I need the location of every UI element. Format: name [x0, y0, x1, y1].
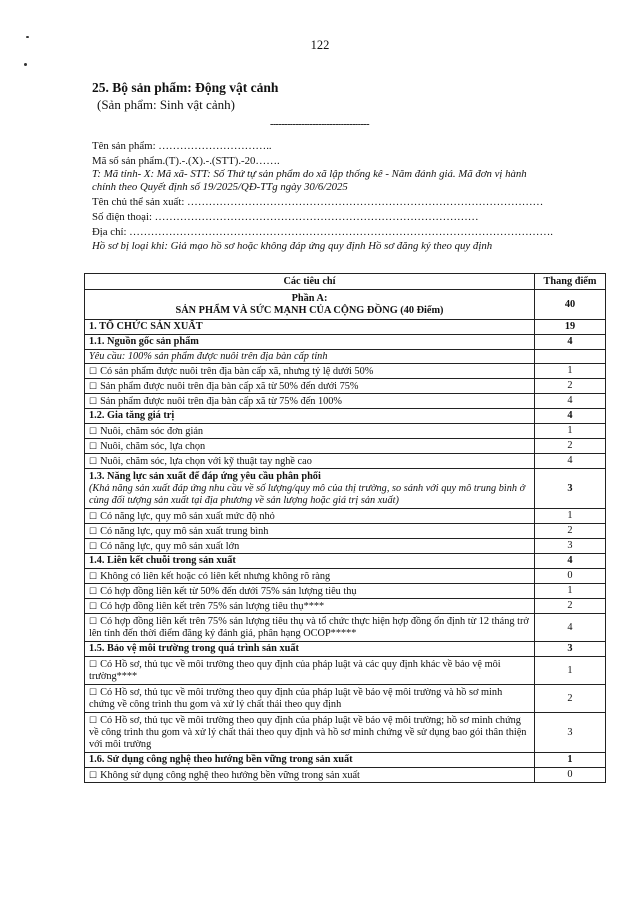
- table-row: [85, 685, 606, 713]
- part-a-title: [85, 290, 535, 320]
- criterion-score: [535, 350, 606, 364]
- option-text: Có năng lực, quy mô sản xuất lớn: [100, 540, 240, 552]
- criterion-heading: 1.2. Gia tăng giá trị: [85, 409, 535, 424]
- checkbox-icon[interactable]: ☐: [89, 585, 98, 596]
- criteria-table: [84, 273, 606, 783]
- code-explanation-line: T: Mã tỉnh- X: Mã xã- STT: Số Thứ tự sản phẩm do xã lập thống kê - Năm đánh giá. Mã đơn vị hành: [92, 168, 527, 180]
- option-text: Có hợp đồng liên kết từ 50% đến dưới 75% sản lượng tiêu thụ: [100, 585, 357, 597]
- option-text: Không có liên kết hoặc có liên kết nhưng không rõ ràng: [100, 570, 331, 582]
- requirement-text: Yêu cầu: 100% sản phẩm được nuôi trên địa bàn cấp tỉnh: [85, 350, 535, 364]
- option-score: 2: [535, 599, 606, 614]
- phone-line: Số điện thoại: ………………………………………………………………………………: [92, 211, 479, 223]
- option-score: 4: [535, 394, 606, 409]
- criterion-heading: 1.5. Bảo vệ môi trường trong quá trình sản xuất: [85, 642, 535, 657]
- option-score: 1: [535, 657, 606, 685]
- checkbox-icon[interactable]: ☐: [89, 510, 98, 521]
- option-text: Nuôi, chăm sóc, lựa chọn: [100, 440, 206, 452]
- checkbox-icon[interactable]: ☐: [89, 769, 98, 780]
- checkbox-icon[interactable]: ☐: [89, 540, 98, 551]
- criterion-score: 4: [535, 554, 606, 569]
- checkbox-icon[interactable]: ☐: [89, 715, 98, 725]
- product-set-title: 25. Bộ sản phẩm: Động vật cảnh: [92, 80, 279, 95]
- code-explanation-line-2: chính theo Quyết định số 19/2025/QĐ-TTg ngày 30/6/2025: [92, 181, 348, 193]
- checkbox-icon[interactable]: ☐: [89, 425, 98, 436]
- criterion-score: 19: [535, 320, 606, 335]
- option-text: Có hợp đồng liên kết trên 75% sản lượng tiêu thụ và tổ chức thực hiện hợp đồng ổn định từ 12 tháng trở lên tính đến thời điểm đăng ký đánh giá, phân hạng OCOP*****: [89, 616, 529, 639]
- checkbox-icon[interactable]: ☐: [89, 380, 98, 391]
- table-row: [85, 424, 606, 439]
- table-row: [85, 554, 606, 569]
- criterion-score: 4: [535, 335, 606, 350]
- option-score: 1: [535, 584, 606, 599]
- table-row: [85, 394, 606, 409]
- product-set-subtitle: (Sản phẩm: Sinh vật cảnh): [97, 97, 235, 112]
- checkbox-icon[interactable]: ☐: [89, 395, 98, 406]
- option-score: 3: [535, 713, 606, 753]
- table-row: [85, 409, 606, 424]
- table-row: [85, 524, 606, 539]
- option-score: 4: [535, 454, 606, 469]
- table-row: [85, 454, 606, 469]
- criterion-score: 3: [535, 469, 606, 509]
- disqualification-note: Hồ sơ bị loại khi: Giả mạo hồ sơ hoặc không đáp ứng quy định Hồ sơ đăng ký theo quy định: [92, 240, 493, 252]
- option-score: 0: [535, 768, 606, 783]
- product-code-line: Mã số sản phẩm.(T).-.(X).-.(STT).-20…….: [92, 155, 280, 167]
- table-row: [85, 614, 606, 642]
- checkbox-icon[interactable]: ☐: [89, 687, 98, 697]
- table-row: [85, 439, 606, 454]
- option-text: Có Hồ sơ, thủ tục về môi trường theo quy định của pháp luật về bảo vệ môi trường và hồ sơ minh chứng về công trình thu gom và xử lý chất thải theo quy định: [89, 687, 503, 710]
- table-row: [85, 379, 606, 394]
- header-score: Thang điểm: [535, 274, 606, 290]
- criterion-heading: 1. TỔ CHỨC SẢN XUẤT: [85, 320, 535, 335]
- divider-line: -----------------------------------: [270, 119, 370, 130]
- checkbox-icon[interactable]: ☐: [89, 659, 98, 669]
- criterion-heading: 1.4. Liên kết chuỗi trong sản xuất: [85, 554, 535, 569]
- option-text: Có năng lực, quy mô sản xuất trung bình: [100, 525, 269, 537]
- page-number: 122: [310, 38, 330, 52]
- option-text: Có hợp đồng liên kết trên 75% sản lượng tiêu thụ****: [100, 600, 325, 612]
- part-a-label: Phần A:: [291, 292, 328, 304]
- criterion-heading: 1.3. Năng lực sản xuất để đáp ứng yêu cầu phân phối: [89, 470, 321, 482]
- product-name-line: Tên sản phẩm: …………………………..: [92, 140, 272, 152]
- option-score: 4: [535, 614, 606, 642]
- checkbox-icon[interactable]: ☐: [89, 600, 98, 611]
- table-row: [85, 350, 606, 364]
- header-criteria: Các tiêu chí: [85, 274, 535, 290]
- scan-speck: [26, 36, 29, 38]
- option-score: 1: [535, 364, 606, 379]
- table-row: [85, 539, 606, 554]
- part-a-row: [85, 290, 606, 320]
- option-text: Nuôi, chăm sóc đơn giản: [100, 425, 204, 437]
- option-text: Sản phẩm được nuôi trên địa bàn cấp xã từ 75% đến 100%: [100, 395, 343, 407]
- option-text: Có năng lực, quy mô sản xuất mức độ nhỏ: [100, 510, 275, 522]
- option-score: 1: [535, 509, 606, 524]
- table-row: [85, 584, 606, 599]
- checkbox-icon[interactable]: ☐: [89, 365, 98, 376]
- table-row: [85, 335, 606, 350]
- producer-name-line: Tên chủ thể sản xuất: ………………………………………………………………………………………: [92, 196, 544, 208]
- option-text: Có sản phẩm được nuôi trên địa bàn cấp xã, nhưng tỷ lệ dưới 50%: [100, 365, 374, 377]
- table-row: [85, 642, 606, 657]
- criterion-heading: 1.1. Nguồn gốc sản phẩm: [85, 335, 535, 350]
- table-header-row: [85, 274, 606, 290]
- option-score: 2: [535, 685, 606, 713]
- address-line: Địa chỉ: ……………………………………………………………………………………………………….: [92, 226, 553, 238]
- checkbox-icon[interactable]: ☐: [89, 455, 98, 466]
- part-a-heading: SẢN PHẨM VÀ SỨC MẠNH CỦA CỘNG ĐỒNG (40 Điểm): [175, 304, 444, 316]
- option-text: Có Hồ sơ, thủ tục về môi trường theo quy định của pháp luật về bảo vệ môi trường; hồ sơ minh chứng về công trình thu gom và xử lý chất thải theo quy định và hồ sơ minh chứng về sử dụng bao gói thân thiện với môi trường: [89, 715, 527, 750]
- criterion-score: 1: [535, 753, 606, 768]
- option-score: 1: [535, 424, 606, 439]
- checkbox-icon[interactable]: ☐: [89, 525, 98, 536]
- option-text: Sản phẩm được nuôi trên địa bàn cấp xã từ 50% đến dưới 75%: [100, 380, 359, 392]
- option-text: Nuôi, chăm sóc, lựa chọn với kỹ thuật tay nghề cao: [100, 455, 312, 467]
- table-row: [85, 569, 606, 584]
- checkbox-icon[interactable]: ☐: [89, 570, 98, 581]
- table-row: [85, 320, 606, 335]
- criterion-score: 4: [535, 409, 606, 424]
- criterion-heading: 1.6. Sử dụng công nghệ theo hướng bền vững trong sản xuất: [85, 753, 535, 768]
- option-text: Có Hồ sơ, thủ tục về môi trường theo quy định của pháp luật và các quy định khác về bảo vệ môi trường****: [89, 659, 501, 682]
- table-row: [85, 364, 606, 379]
- option-score: 3: [535, 539, 606, 554]
- table-row: [85, 713, 606, 753]
- table-row: [85, 509, 606, 524]
- scan-speck: [24, 63, 27, 66]
- criterion-score: 3: [535, 642, 606, 657]
- table-row: [85, 768, 606, 783]
- option-score: 0: [535, 569, 606, 584]
- checkbox-icon[interactable]: ☐: [89, 616, 98, 626]
- table-row: [85, 469, 606, 509]
- table-row: [85, 657, 606, 685]
- table-row: [85, 599, 606, 614]
- checkbox-icon[interactable]: ☐: [89, 440, 98, 451]
- option-score: 2: [535, 379, 606, 394]
- table-row: [85, 753, 606, 768]
- option-score: 2: [535, 439, 606, 454]
- criterion-note: (Khả năng sản xuất đáp ứng nhu cầu về số lượng/quy mô của thị trường, so sánh với quy mô trung bình ở cùng đối tượng sản xuất tại địa phương về sản lượng hoặc giá trị sản xuất): [89, 482, 526, 506]
- option-text: Không sử dụng công nghệ theo hướng bền vững trong sản xuất: [100, 769, 360, 781]
- option-score: 2: [535, 524, 606, 539]
- part-a-score: 40: [535, 290, 606, 320]
